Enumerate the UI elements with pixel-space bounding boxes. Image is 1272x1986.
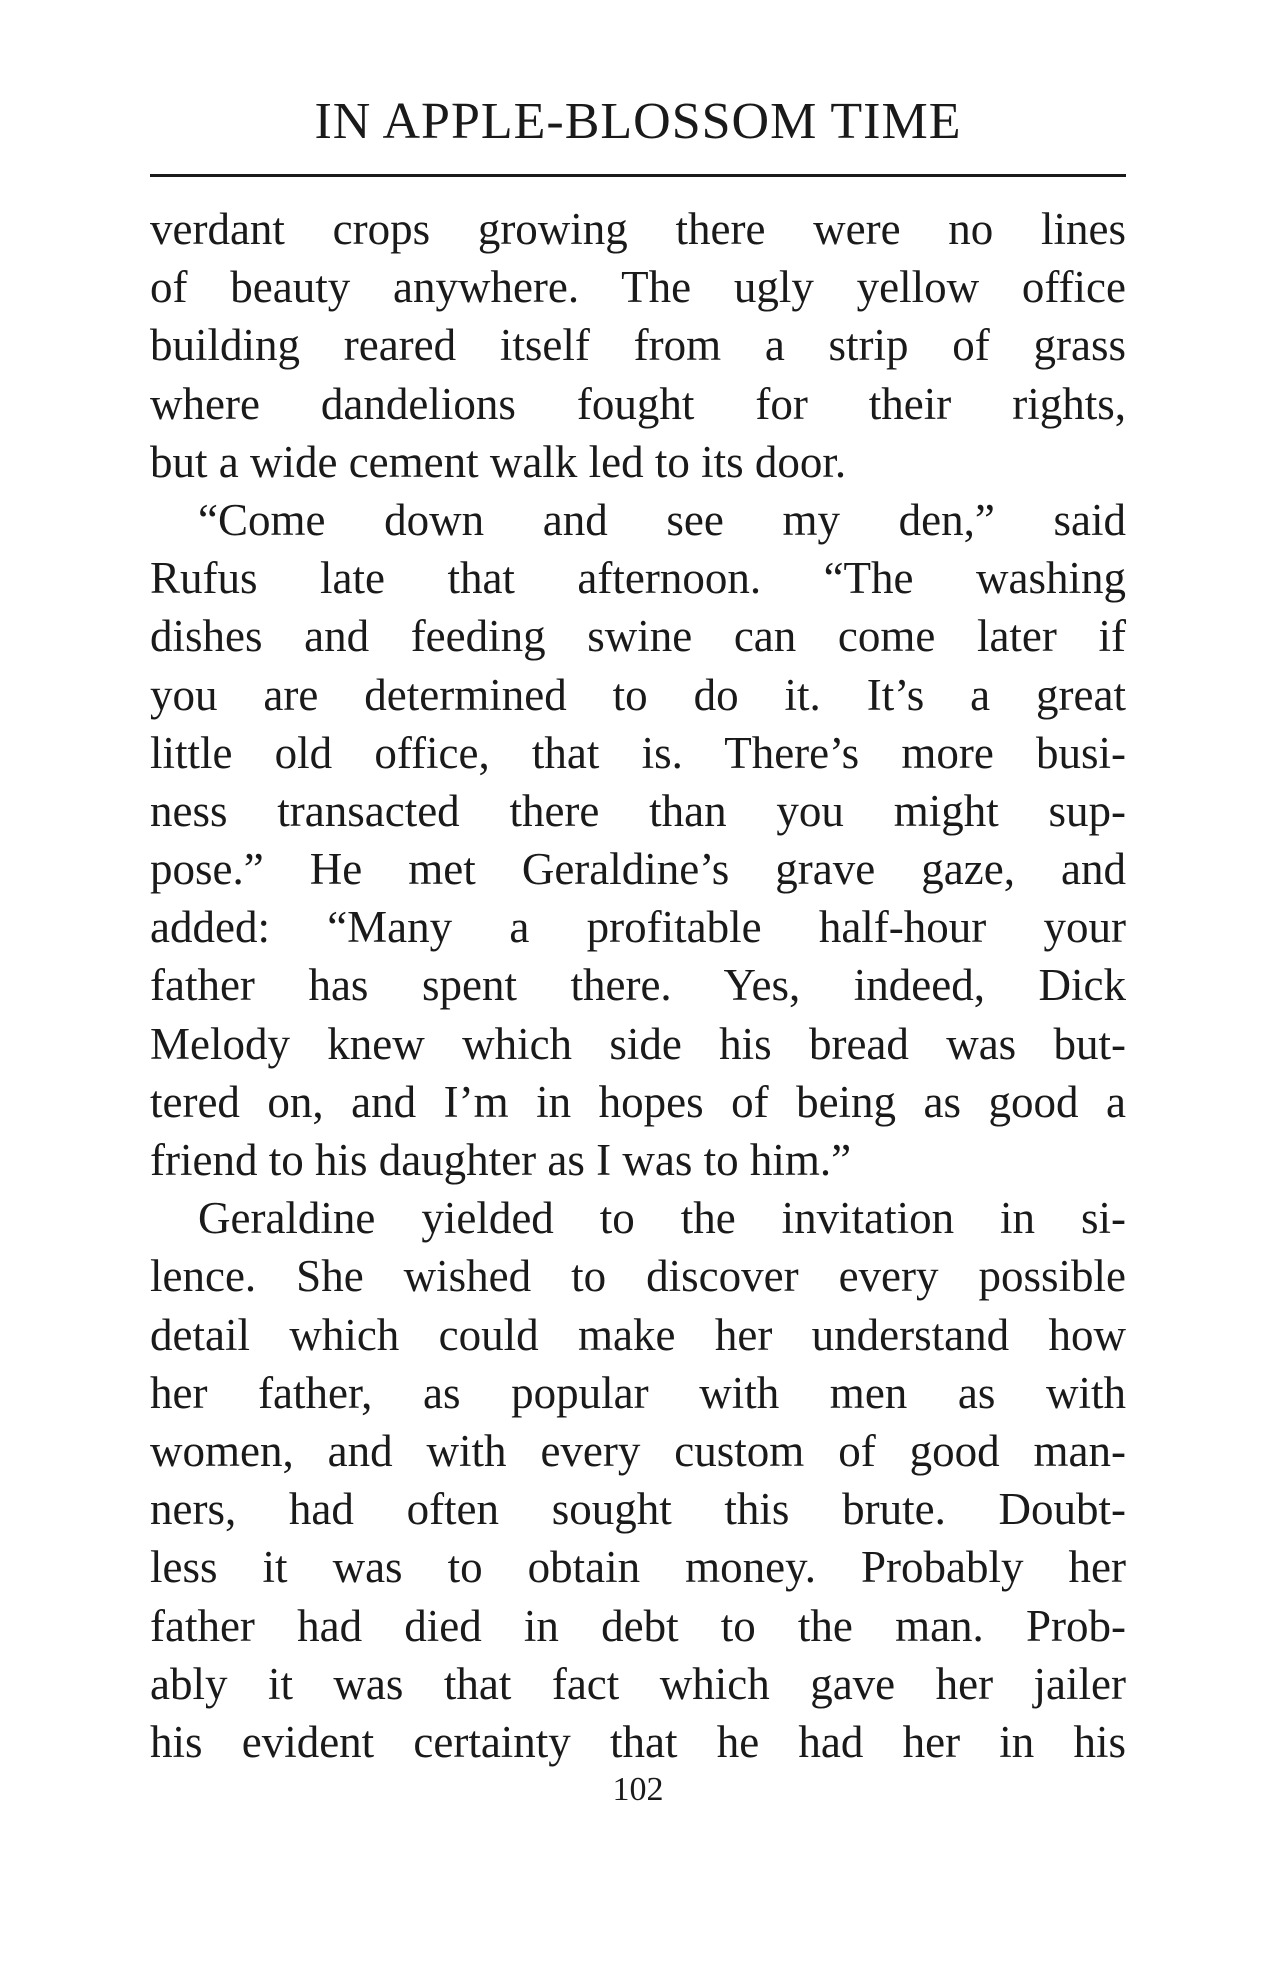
text-line: where dandelions fought for their rights,	[150, 378, 1126, 429]
text-line: ably it was that fact which gave her jailer	[150, 1658, 1126, 1709]
text-line: dishes and feeding swine can come later if	[150, 611, 1126, 662]
text-line: tered on, and I’m in hopes of being as good a	[150, 1076, 1126, 1127]
text-line: “Come down and see my den,” said	[198, 494, 1126, 545]
text-line: friend to his daughter as I was to him.”	[150, 1135, 852, 1185]
text-line: building reared itself from a strip of grass	[150, 320, 1126, 371]
text-line: pose.” He met Geraldine’s grave gaze, and	[150, 844, 1126, 895]
text-line: verdant crops growing there were no lines	[150, 204, 1126, 254]
text-line: less it was to obtain money. Probably her	[150, 1542, 1126, 1593]
text-line: detail which could make her understand how	[150, 1309, 1126, 1360]
text-line: his evident certainty that he had her in his	[150, 1716, 1126, 1767]
text-line: ners, had often sought this brute. Doubt-	[150, 1484, 1126, 1535]
text-line: father has spent there. Yes, indeed, Dick	[150, 960, 1126, 1011]
text-line: her father, as popular with men as with	[150, 1367, 1126, 1418]
text-line: Rufus late that afternoon. “The washing	[150, 553, 1126, 604]
text-line: added: “Many a profitable half-hour your	[150, 902, 1126, 953]
text-line: you are determined to do it. It’s a great	[150, 669, 1126, 720]
running-head: IN APPLE-BLOSSOM TIME	[314, 93, 962, 150]
text-line: lence. She wished to discover every possible	[150, 1251, 1126, 1302]
text-line: of beauty anywhere. The ugly yellow office	[150, 262, 1126, 313]
text-line: Melody knew which side his bread was but-	[150, 1018, 1126, 1069]
text-line: father had died in debt to the man. Prob-	[150, 1600, 1126, 1651]
text-line: women, and with every custom of good man-	[150, 1425, 1126, 1476]
text-line: little old office, that is. There’s more busi-	[150, 727, 1126, 778]
text-line: Geraldine yielded to the invitation in si-	[198, 1193, 1126, 1244]
text-line: but a wide cement walk led to its door.	[150, 436, 847, 487]
header-rule	[150, 174, 1126, 177]
body-text	[150, 200, 1126, 1771]
page-number: 102	[612, 1771, 664, 1808]
text-line: ness transacted there than you might sup-	[150, 785, 1126, 836]
